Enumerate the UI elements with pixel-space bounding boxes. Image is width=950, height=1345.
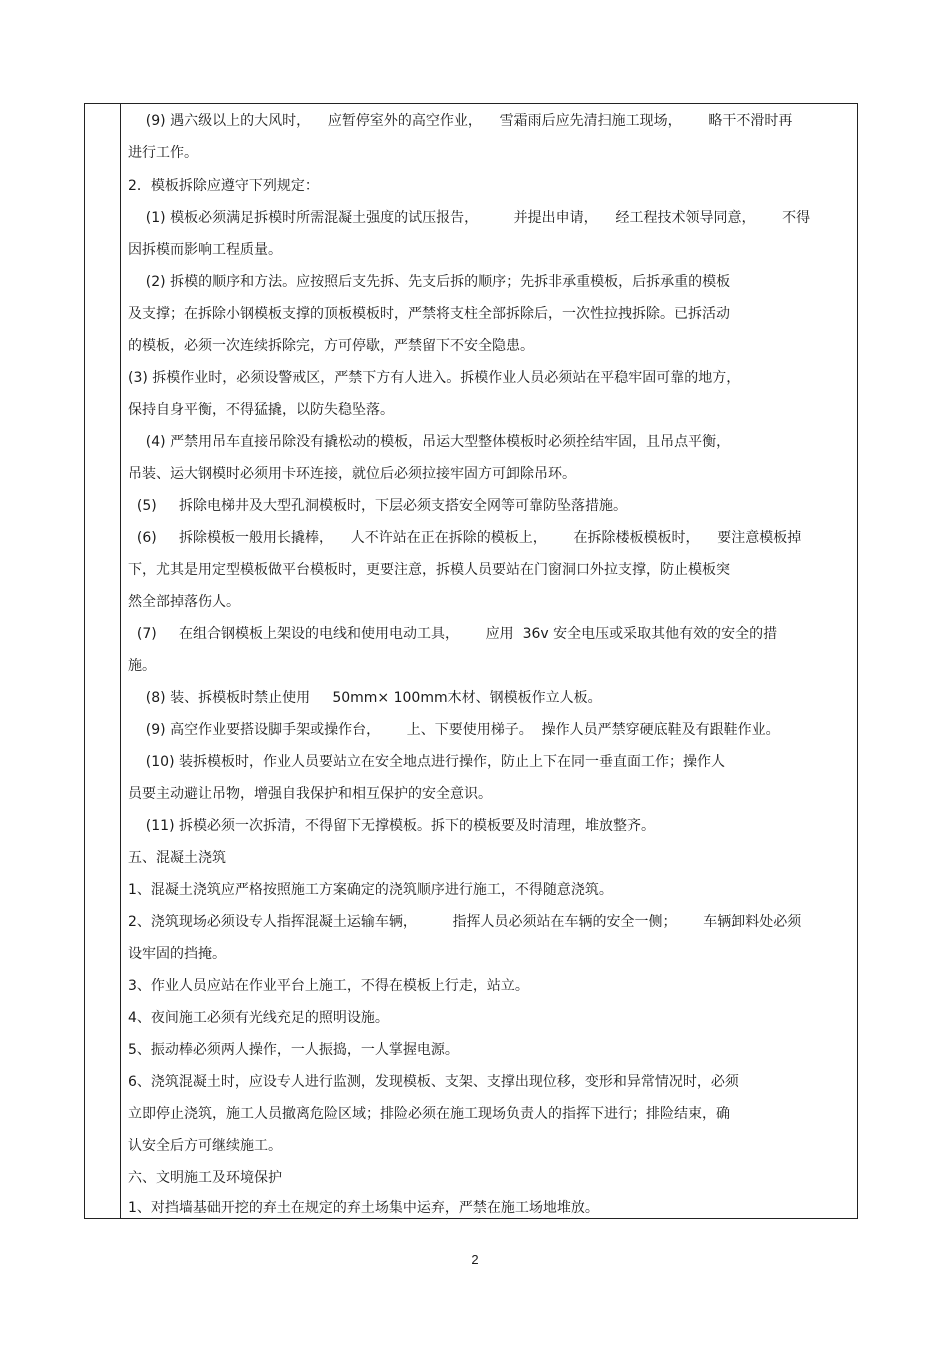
section-heading: 六、文明施工及环境保护: [128, 1170, 282, 1186]
paragraph-line: (1) 模板必须满足拆模时所需混凝土强度的试压报告， 并提出申请， 经工程技术领导同意， 不得: [128, 210, 811, 226]
paragraph-line: 员要主动避让吊物，增强自我保护和相互保护的安全意识。: [128, 786, 492, 802]
paragraph-line: (11) 拆模必须一次拆清，不得留下无撑模板。拆下的模板要及时清理，堆放整齐。: [128, 818, 655, 834]
table-column-divider: [120, 103, 121, 1219]
paragraph-line: 保持自身平衡，不得猛撬，以防失稳坠落。: [128, 402, 394, 418]
paragraph-line: 的模板，必须一次连续拆除完，方可停歇，严禁留下不安全隐患。: [128, 338, 534, 354]
paragraph-line: (7) 在组合钢模板上架设的电线和使用电动工具， 应用 36v 安全电压或采取其他有效的安全的措: [128, 626, 778, 642]
paragraph-line: 下，尤其是用定型模板做平台模板时，更要注意，拆模人员要站在门窗洞口外拉支撑，防止模板突: [128, 562, 730, 578]
paragraph-line: 2、浇筑现场必须设专人指挥混凝土运输车辆， 指挥人员必须站在车辆的安全一侧； 车辆卸料处必须: [128, 914, 802, 930]
paragraph-line: 设牢固的挡掩。: [128, 946, 226, 962]
page-number: 2: [471, 1252, 479, 1267]
paragraph-line: 6、浇筑混凝土时，应设专人进行监测，发现模板、支架、支撑出现位移，变形和异常情况时，必须: [128, 1074, 739, 1090]
paragraph-line: 及支撑；在拆除小钢模板支撑的顶板模板时，严禁将支柱全部拆除后，一次性拉拽拆除。已拆活动: [128, 306, 730, 322]
paragraph-line: 5、振动棒必须两人操作，一人振捣，一人掌握电源。: [128, 1042, 459, 1058]
paragraph-line: 立即停止浇筑，施工人员撤离危险区域；排险必须在施工现场负责人的指挥下进行；排险结束，确: [128, 1106, 730, 1122]
paragraph-line: 1、混凝土浇筑应严格按照施工方案确定的浇筑顺序进行施工，不得随意浇筑。: [128, 882, 613, 898]
paragraph-line: 吊装、运大钢模时必须用卡环连接，就位后必须拉接牢固方可卸除吊环。: [128, 466, 576, 482]
section-heading: 2．模板拆除应遵守下列规定：: [128, 178, 319, 194]
paragraph-line: (3) 拆模作业时，必须设警戒区，严禁下方有人进入。拆模作业人员必须站在平稳牢固可靠的地方，: [128, 370, 741, 386]
section-heading: 五、混凝土浇筑: [128, 850, 226, 866]
paragraph-line: 进行工作。: [128, 145, 198, 161]
paragraph-line: 认安全后方可继续施工。: [128, 1138, 282, 1154]
paragraph-line: 施。: [128, 658, 156, 674]
paragraph-line: 因拆模而影响工程质量。: [128, 242, 282, 258]
paragraph-line: (4) 严禁用吊车直接吊除没有撬松动的模板，吊运大型整体模板时必须拴结牢固，且吊点平衡，: [128, 434, 731, 450]
paragraph-line: (2) 拆模的顺序和方法。应按照后支先拆、先支后拆的顺序；先拆非承重模板，后拆承重的模板: [128, 274, 731, 290]
paragraph-line: (6) 拆除模板一般用长撬棒， 人不许站在正在拆除的模板上， 在拆除楼板模板时， 要注意模板掉: [128, 530, 802, 546]
paragraph-line: 3、作业人员应站在作业平台上施工，不得在模板上行走，站立。: [128, 978, 529, 994]
paragraph-line: (9) 遇六级以上的大风时， 应暂停室外的高空作业， 雪霜雨后应先清扫施工现场， 略干不滑时再: [128, 113, 793, 129]
paragraph-line: (9) 高空作业要搭设脚手架或操作台， 上、下要使用梯子。 操作人员严禁穿硬底鞋及有跟鞋作业。: [128, 722, 780, 738]
paragraph-line: (10) 装拆模板时，作业人员要站立在安全地点进行操作，防止上下在同一垂直面工作；操作人: [128, 754, 725, 770]
paragraph-line: 4、夜间施工必须有光线充足的照明设施。: [128, 1010, 389, 1026]
paragraph-line: 然全部掉落伤人。: [128, 594, 240, 610]
paragraph-line: (5) 拆除电梯井及大型孔洞模板时，下层必须支搭安全网等可靠防坠落措施。: [128, 498, 627, 514]
paragraph-line: (8) 装、拆模板时禁止使用 50mm× 100mm木材、钢模板作立人板。: [128, 690, 602, 706]
paragraph-line: 1、对挡墙基础开挖的弃土在规定的弃土场集中运弃，严禁在施工场地堆放。: [128, 1200, 599, 1216]
